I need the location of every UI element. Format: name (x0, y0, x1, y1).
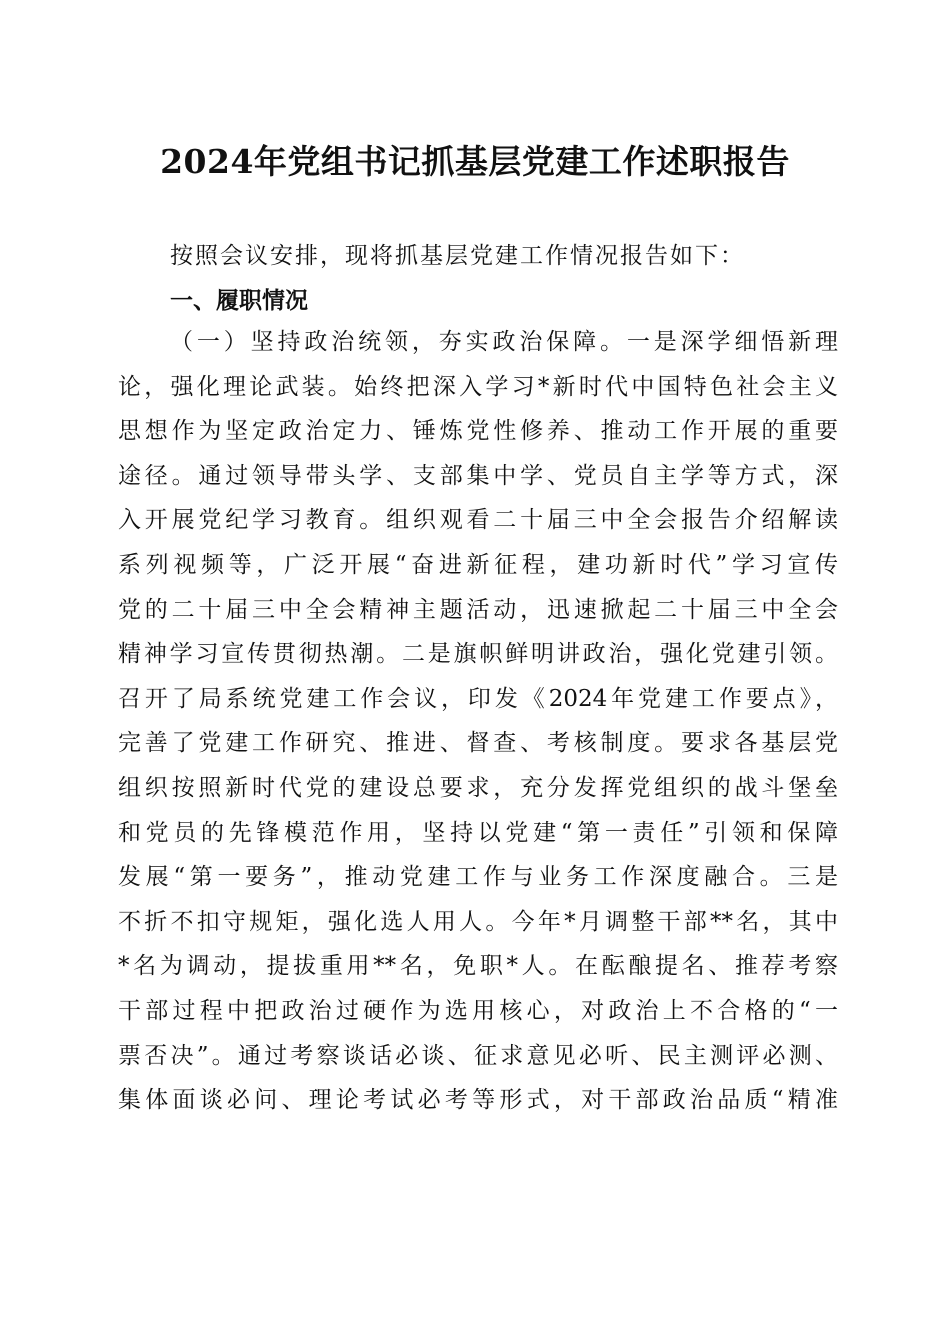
intro-paragraph: 按照会议安排，现将抓基层党建工作情况报告如下： (170, 243, 745, 269)
paragraph-line: 召开了局系统党建工作会议，印发《2024年党建工作要点》， (118, 685, 838, 712)
paragraph-line: 票否决”。通过考察谈话必谈、征求意见必听、民主测评必测、 (118, 1042, 838, 1069)
paragraph-line: 论，强化理论武装。始终把深入学习*新时代中国特色社会主义 (118, 373, 838, 400)
document-title: 2024年党组书记抓基层党建工作述职报告 (160, 142, 790, 181)
body-paragraph (118, 320, 838, 1123)
paragraph-line: 不折不扣守规矩，强化选人用人。今年*月调整干部**名，其中 (118, 908, 838, 935)
paragraph-line: 完善了党建工作研究、推进、督查、考核制度。要求各基层党 (118, 730, 838, 757)
paragraph-line: 入开展党纪学习教育。组织观看二十届三中全会报告介绍解读 (118, 507, 838, 534)
paragraph-line: *名为调动，提拔重用**名，免职*人。在酝酿提名、推荐考察 (118, 953, 838, 980)
section-heading: 一、履职情况 (170, 288, 308, 314)
paragraph-line: 精神学习宣传贯彻热潮。二是旗帜鲜明讲政治，强化党建引领。 (118, 641, 838, 668)
paragraph-line: 系列视频等，广泛开展“奋进新征程，建功新时代”学习宣传 (118, 551, 838, 578)
paragraph-line: 思想作为坚定政治定力、锤炼党性修养、推动工作开展的重要 (118, 418, 838, 445)
paragraph-line: 发展“第一要务”，推动党建工作与业务工作深度融合。三是 (118, 864, 838, 891)
paragraph-line: 组织按照新时代党的建设总要求，充分发挥党组织的战斗堡垒 (118, 774, 838, 801)
paragraph-line: 途径。通过领导带头学、支部集中学、党员自主学等方式，深 (118, 462, 838, 489)
paragraph-line: 党的二十届三中全会精神主题活动，迅速掀起二十届三中全会 (118, 596, 838, 623)
paragraph-line: 和党员的先锋模范作用，坚持以党建“第一责任”引领和保障 (118, 819, 838, 846)
paragraph-line: （一）坚持政治统领，夯实政治保障。一是深学细悟新理 (170, 329, 838, 355)
paragraph-line: 集体面谈必问、理论考试必考等形式，对干部政治品质“精准 (118, 1087, 838, 1114)
paragraph-line: 干部过程中把政治过硬作为选用核心，对政治上不合格的“一 (118, 997, 838, 1024)
